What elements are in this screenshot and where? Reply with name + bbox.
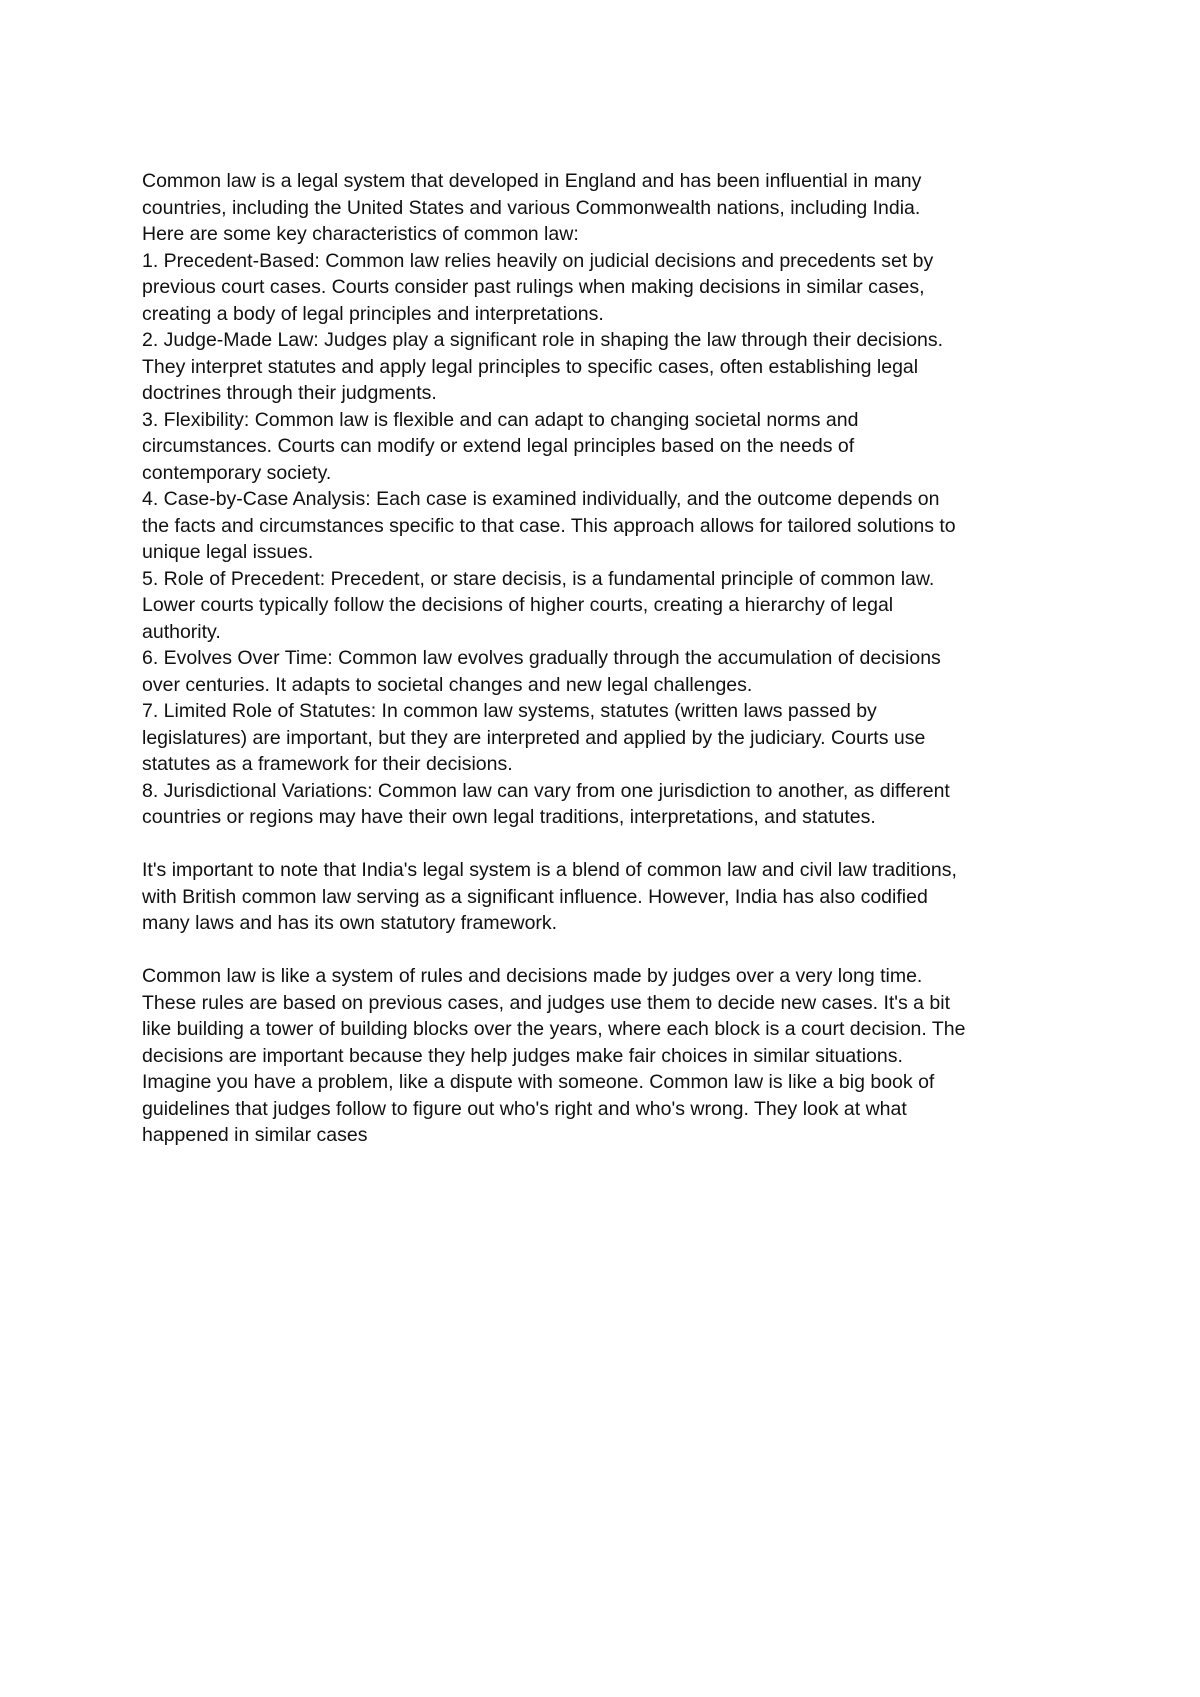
simple-explanation-paragraph: Common law is like a system of rules and decisions made by judges over a very long time. These rules are based on previous cases, and judges use them to decide new cases. It's a bit like building a tower of building blocks over the years, where each block is a court decision. The decisions are important because they help judges make fair choices in similar situations. Imagine you have a problem, like a dispute with someone. Common law is like a big book of guidelines that judges follow to figure out who's right and who's wrong. They look at what happened in similar cases (142, 965, 966, 1146)
document-body (142, 168, 1072, 1149)
paragraph-spacer (142, 937, 1072, 964)
paragraph-spacer (142, 831, 1072, 858)
list-item-limited-role-statutes: 7. Limited Role of Statutes: In common law systems, statutes (written laws passed by legislatures) are important, but they are interpreted and applied by the judiciary. Courts use statutes as a framework for their decisions. (142, 700, 926, 775)
list-item-role-of-precedent: 5. Role of Precedent: Precedent, or stare decisis, is a fundamental principle of common law. Lower courts typically follow the decisions of higher courts, creating a hierarchy of legal authority. (142, 567, 935, 643)
list-item-case-by-case: 4. Case-by-Case Analysis: Each case is examined individually, and the outcome depends on the facts and circumstances specific to that case. This approach allows for tailored solutions to unique legal issues. (142, 488, 956, 563)
list-item-judge-made-law: 2. Judge-Made Law: Judges play a significant role in shaping the law through their decisions. They interpret statutes and apply legal principles to specific cases, often establishing legal doctrines through their judgments. (142, 329, 944, 404)
intro-paragraph: Common law is a legal system that developed in England and has been influential in many countries, including the United States and various Commonwealth nations, including India. Here are some key characteristics of common law: (142, 170, 922, 245)
list-item-evolves-over-time: 6. Evolves Over Time: Common law evolves gradually through the accumulation of decisions over centuries. It adapts to societal changes and new legal challenges. (142, 647, 941, 696)
list-item-jurisdictional-variations: 8. Jurisdictional Variations: Common law can vary from one jurisdiction to another, as different countries or regions may have their own legal traditions, interpretations, and statutes. (142, 779, 950, 828)
list-item-flexibility: 3. Flexibility: Common law is flexible and can adapt to changing societal norms and circumstances. Courts can modify or extend legal principles based on the needs of contemporary society. (142, 408, 859, 484)
india-paragraph: It's important to note that India's legal system is a blend of common law and civil law traditions, with British common law serving as a significant influence. However, India has also codified many laws and has its own statutory framework. (142, 859, 957, 934)
list-item-precedent-based: 1. Precedent-Based: Common law relies heavily on judicial decisions and precedents set by previous court cases. Courts consider past rulings when making decisions in similar cases, creating a body of legal principles and interpretations. (142, 249, 934, 325)
